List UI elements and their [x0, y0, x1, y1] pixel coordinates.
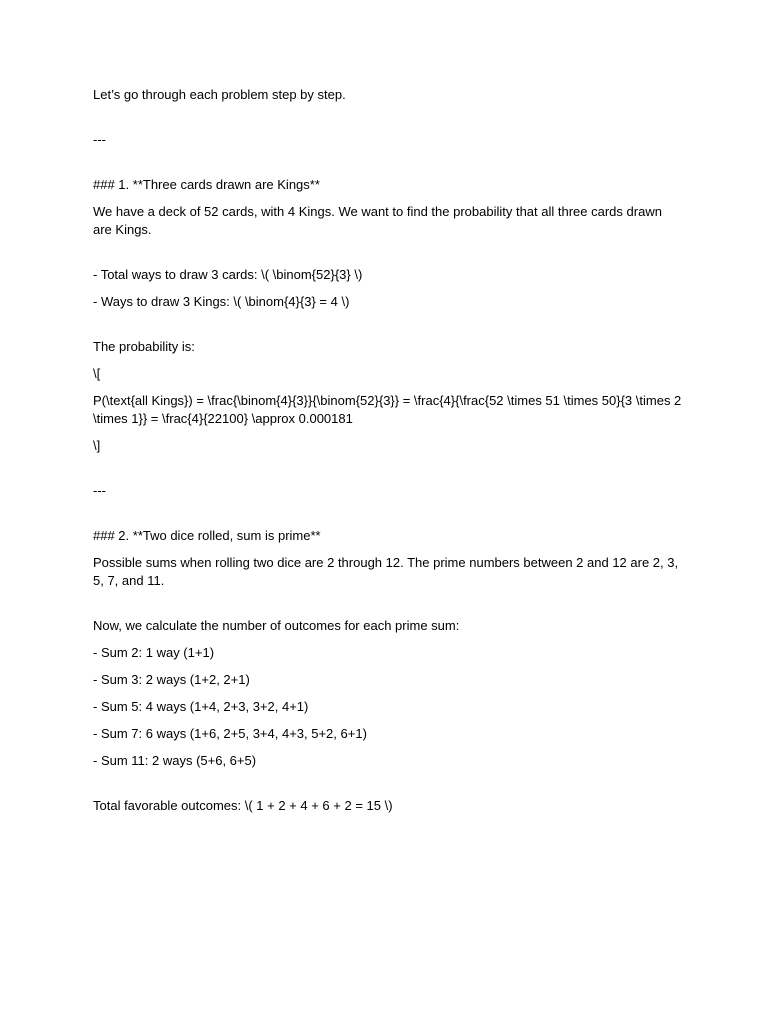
- section-2-heading: ### 2. **Two dice rolled, sum is prime**: [93, 528, 321, 543]
- section-1-bullet-total-ways: - Total ways to draw 3 cards: \( \binom{52}{3} \): [93, 267, 363, 282]
- section-1-probability-intro: The probability is:: [93, 339, 195, 354]
- spacer: [93, 113, 683, 131]
- spacer: [93, 779, 683, 797]
- list-item: - Sum 11: 2 ways (5+6, 6+5): [93, 753, 257, 768]
- spacer: [93, 248, 683, 266]
- list-item: - Sum 2: 1 way (1+1): [93, 645, 215, 660]
- spacer: [93, 509, 683, 527]
- section-1-description: We have a deck of 52 cards, with 4 Kings. We want to find the probability that all three cards drawn are Kings.: [93, 204, 666, 237]
- list-item: - Sum 5: 4 ways (1+4, 2+3, 3+2, 4+1): [93, 699, 309, 714]
- spacer: [93, 158, 683, 176]
- section-2-description: Possible sums when rolling two dice are 2 through 12. The prime numbers between 2 and 12 are 2, 3, 5, 7, and 11.: [93, 555, 682, 588]
- section-1-heading: ### 1. **Three cards drawn are Kings**: [93, 177, 320, 192]
- intro-paragraph: Let’s go through each problem step by step.: [93, 87, 346, 102]
- horizontal-rule-text: ---: [93, 132, 106, 147]
- section-2-total-outcomes: Total favorable outcomes: \( 1 + 2 + 4 + 6 + 2 = 15 \): [93, 798, 393, 813]
- horizontal-rule-text: ---: [93, 483, 106, 498]
- math-block-formula: P(\text{all Kings}) = \frac{\binom{4}{3}}{\binom{52}{3}} = \frac{4}{\frac{52 \times 51 \times 50}{3 \times 2 \times 1}} = \frac{4}{22100} \approx 0.000181: [93, 393, 685, 426]
- math-block-close: \]: [93, 438, 101, 453]
- list-item: - Sum 3: 2 ways (1+2, 2+1): [93, 672, 250, 687]
- spacer: [93, 599, 683, 617]
- list-item: - Sum 7: 6 ways (1+6, 2+5, 3+4, 4+3, 5+2, 6+1): [93, 726, 367, 741]
- section-1-bullet-king-ways: - Ways to draw 3 Kings: \( \binom{4}{3} = 4 \): [93, 294, 350, 309]
- spacer: [93, 464, 683, 482]
- spacer: [93, 320, 683, 338]
- document-body: [93, 86, 683, 824]
- math-block-open: \[: [93, 366, 101, 381]
- section-2-calc-intro: Now, we calculate the number of outcomes for each prime sum:: [93, 618, 460, 633]
